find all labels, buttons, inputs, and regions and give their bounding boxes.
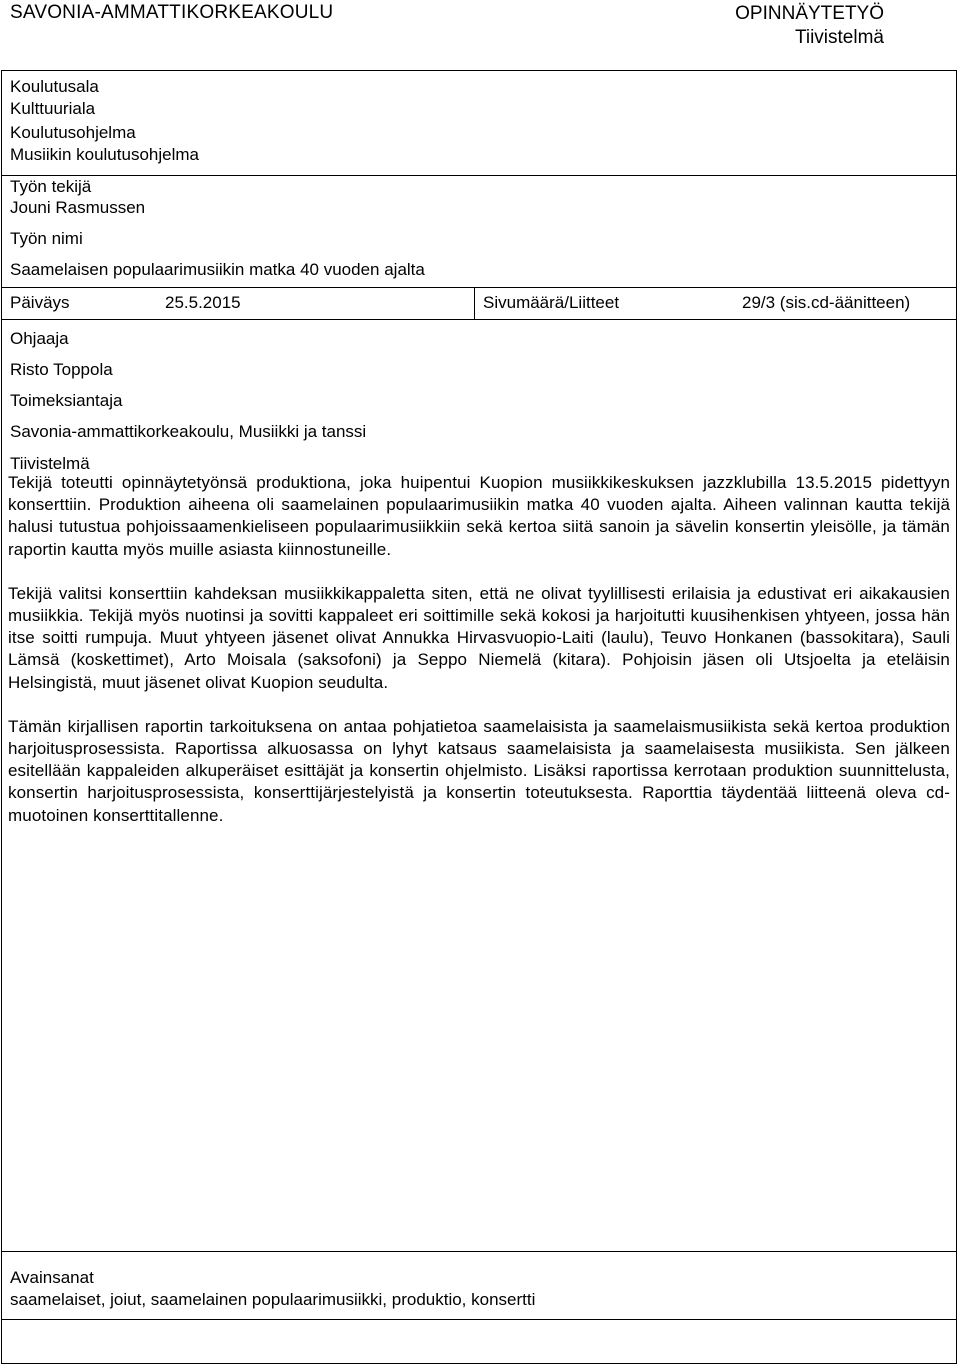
program-value: Musiikin koulutusohjelma xyxy=(10,145,199,164)
document-type-subtitle: Tiivistelmä xyxy=(794,27,884,48)
keywords-value: saamelaiset, joiut, saamelainen populaarimusiikki, produktio, konsertti xyxy=(10,1290,536,1309)
author-value: Jouni Rasmussen xyxy=(10,198,146,217)
keywords-label: Avainsanat xyxy=(10,1268,94,1287)
thesis-title: Saamelaisen populaarimusiikin matka 40 vuoden ajalta xyxy=(10,260,425,279)
field-label: Koulutusala xyxy=(10,77,99,96)
document-type xyxy=(735,2,884,50)
date-value: 25.5.2015 xyxy=(165,293,241,312)
supervisor-label: Ohjaaja xyxy=(10,329,69,348)
abstract-paragraph: Tämän kirjallisen raportin tarkoituksena on antaa pohjatietoa saamelaisista ja saamelaismusiikista sekä kertoa produktion harjoitusprosessista. Raportissa alkuosassa on lyhyt katsaus saamelaisista ja saamelaisesta musiikista. Sen jälkeen esitellään kappaleiden alkuperäiset esittäjät ja konsertin ohjelmisto. Lisäksi raportissa kerrotaan produktion suunnittelusta, konsertin harjoitusprosessista, konserttijärjestelyistä ja konsertin toteutuksesta. Raporttia täydentää liitteenä oleva cd-muotoinen konserttitallenne. xyxy=(8,716,950,825)
divider xyxy=(2,1251,956,1252)
field-value: Kulttuuriala xyxy=(10,99,96,118)
commissioner-label: Toimeksiantaja xyxy=(10,391,123,410)
abstract-label: Tiivistelmä xyxy=(10,454,90,473)
pages-label: Sivumäärä/Liitteet xyxy=(483,293,620,312)
divider xyxy=(474,287,475,319)
divider xyxy=(2,1319,956,1320)
abstract-paragraph: Tekijä toteutti opinnäytetyönsä produktiona, joka huipentui Kuopion musiikkikeskuksen jazzklubilla 13.5.2015 pidettyyn konserttiin. Produktion aiheena oli saamelainen populaarimusiikin matka 40 vuoden ajalta. Aiheen valinnan kautta tekijä halusi tutustua pohjoissaamenkieliseen populaarimusiikkiin sekä kertoa siitä sanoin ja sävelin konsertin yleisölle, ja tämän raportin kautta myös muille asiasta kiinnostuneille. xyxy=(8,473,950,559)
school-name: SAVONIA-AMMATTIKORKEAKOULU xyxy=(10,2,334,23)
date-label: Päiväys xyxy=(10,293,70,312)
abstract-paragraph: Tekijä valitsi konserttiin kahdeksan musiikkikappaletta siten, että ne olivat tyylillisesti erilaisia ja edustivat eri aikakausien musiikkia. Tekijä myös nuotinsi ja sovitti kappaleet eri soittimille sekä kokosi ja harjoitutti kuusihenkisen yhtyeen, jossa hän itse soitti rumpuja. Muut yhtyeen jäsenet olivat Annukka Hirvasvuopio-Laiti (laulu), Teuvo Honkanen (bassokitara), Sauli Lämsä (koskettimet), Arto Moisala (saksofoni) ja Seppo Niemelä (kitara). Pohjoisin jäsen oli Utsjoelta ja eteläisin Helsingistä, muut jäsenet olivat Kuopion seudulta. xyxy=(8,583,950,692)
commissioner-value: Savonia-ammattikorkeakoulu, Musiikki ja tanssi xyxy=(10,422,367,441)
document-type-title: OPINNÄYTETYÖ xyxy=(735,3,884,24)
abstract-body xyxy=(8,472,950,849)
title-label: Työn nimi xyxy=(10,229,83,248)
program-label: Koulutusohjelma xyxy=(10,123,136,142)
divider xyxy=(2,319,956,320)
author-label: Työn tekijä xyxy=(10,177,92,196)
supervisor-value: Risto Toppola xyxy=(10,360,113,379)
divider xyxy=(2,287,956,288)
divider xyxy=(2,175,956,176)
pages-value: 29/3 (sis.cd-äänitteen) xyxy=(742,293,911,312)
